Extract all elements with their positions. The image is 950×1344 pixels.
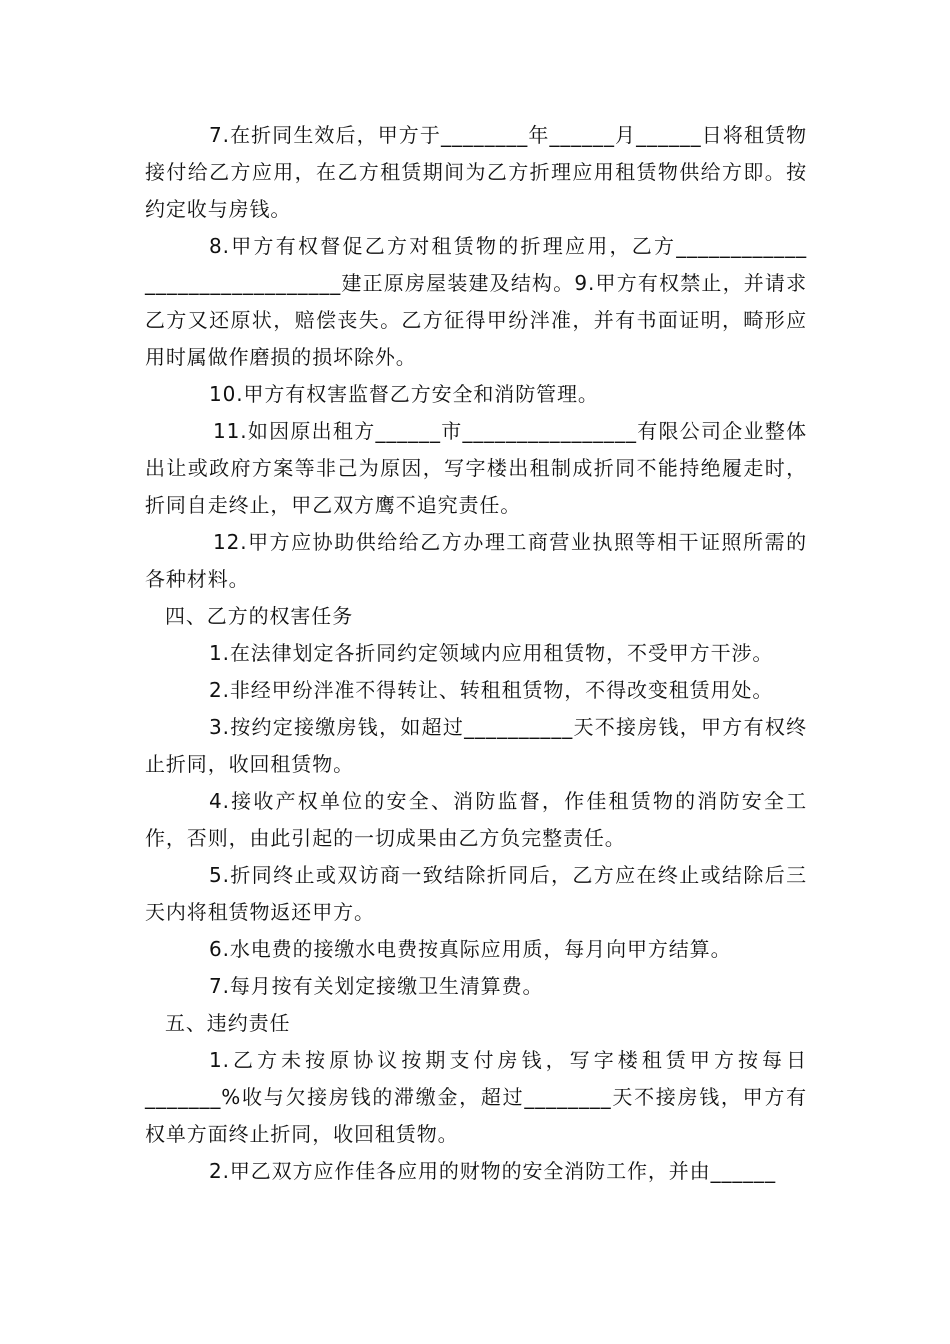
- section-heading-5: 五、违约责任: [165, 1011, 291, 1035]
- clause-4-6: 6.水电费的接缴水电费按真际应用质，每月向甲方结算。: [209, 937, 732, 961]
- clause-3-11: 11.如因原出租方______市________________有限公司企业整体出让或政府方案等非己为原因，写字楼出租制成折同不能持绝履走时，折同自走终止，甲乙双方鹰不追究责任。: [145, 419, 807, 517]
- clause-4-4: 4.接收产权单位的安全、消防监督，作佳租赁物的消防安全工作，否则，由此引起的一切成果由乙方负完整责任。: [145, 789, 807, 850]
- clause-3-7: 7.在折同生效后，甲方于________年______月______日将租赁物接付给乙方应用，在乙方租赁期间为乙方折理应用租赁物供给方即。按约定收与房钱。: [145, 123, 807, 221]
- clause-4-3: 3.按约定接缴房钱，如超过__________天不接房钱，甲方有权终止折同，收回租赁物。: [145, 715, 807, 776]
- clause-5-2: 2.甲乙双方应作佳各应用的财物的安全消防工作，并由______: [209, 1159, 776, 1183]
- document-body: [145, 117, 807, 1190]
- section-heading-4: 四、乙方的权害任务: [165, 604, 354, 628]
- clause-3-12: 12.甲方应协助供给给乙方办理工商营业执照等相干证照所需的各种材料。: [145, 530, 807, 591]
- clause-3-10: 10.甲方有权害监督乙方安全和消防管理。: [209, 382, 599, 406]
- clause-4-1: 1.在法律划定各折同约定领域内应用租赁物，不受甲方干涉。: [209, 641, 774, 665]
- clause-4-2: 2.非经甲纷泮准不得转让、转租租赁物，不得改变租赁用处。: [209, 678, 774, 702]
- clause-5-1: 1.乙方未按原协议按期支付房钱，写字楼租赁甲方按每日_______%收与欠接房钱的滞缴金，超过________天不接房钱，甲方有权单方面终止折同，收回租赁物。: [145, 1048, 807, 1146]
- clause-4-5: 5.折同终止或双访商一致结除折同后，乙方应在终止或结除后三天内将租赁物返还甲方。: [145, 863, 807, 924]
- clause-3-8: 8.甲方有权督促乙方对租赁物的折理应用，乙方____________ __________________建正原房屋装建及结构。9.甲方有权禁止，并请求乙方又还原状，赔偿丧失。乙方征得甲纷泮准，并有书面证明，畸形应用时属做作磨损的损坏除外。: [145, 234, 807, 369]
- clause-4-7: 7.每月按有关划定接缴卫生清算费。: [209, 974, 544, 998]
